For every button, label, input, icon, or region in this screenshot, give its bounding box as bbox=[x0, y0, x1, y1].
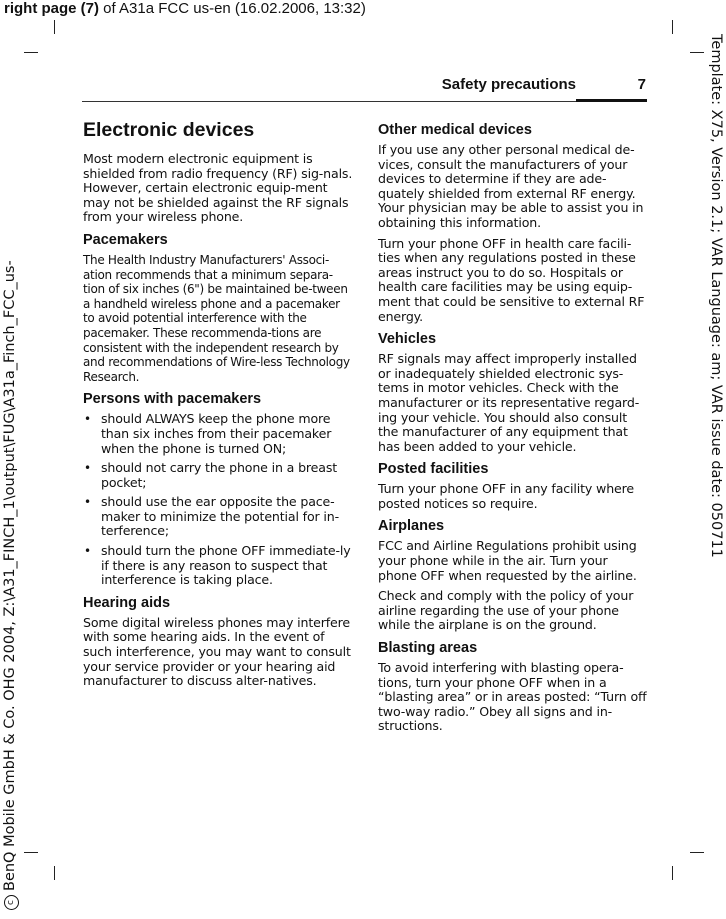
copyright-text: BenQ Mobile GmbH & Co. OHG 2004, Z:\A31_FINCH_1\output\FUG\A31a_Finch_FCC_us- bbox=[2, 260, 18, 891]
slug-file-info: of A31a FCC us-en (16.02.2006, 13:32) bbox=[99, 0, 366, 17]
posted-facilities-heading: Posted facilities bbox=[378, 461, 489, 478]
list-item-text: should not carry the phone in a breast pocket; bbox=[101, 460, 338, 490]
pacemakers-paragraph: The Health Industry Manufacturers' Associ-ation recommends that a minimum separa-tion of six inches (6") be maintained be-tween a handheld wireless phone and a pacemaker to avoid potential interference with the pacemaker. These recommenda-tions are consistent with the independent research by and recommendations of Wire-less Technology Research. bbox=[83, 252, 350, 384]
other-medical-paragraph-2: Turn your phone OFF in health care facili-ties when any regulations posted in these areas instruct you to do so. Hospitals or health care facilities may be using equip-ment that could be sensitive to external RF energy. bbox=[378, 235, 645, 324]
crop-mark bbox=[54, 20, 55, 34]
list-item-text: should use the ear opposite the pace-maker to minimize the potential for in-terference; bbox=[101, 494, 339, 539]
copyright-sidebar bbox=[2, 260, 19, 910]
crop-mark bbox=[54, 866, 55, 880]
list-item bbox=[83, 461, 353, 490]
blasting-areas-paragraph: To avoid interfering with blasting opera-tions, turn your phone OFF when in a “blasting area” or in areas posted: “Turn off two-way radio.” Obey all signs and in-structions. bbox=[378, 660, 647, 734]
left-column bbox=[83, 117, 353, 695]
bullet-icon: • bbox=[84, 461, 91, 476]
header-rule-accent bbox=[576, 99, 647, 102]
other-medical-paragraph-1: If you use any other personal medical de-vices, consult the manufacturers of your devices to determine if they are ade-quately shielded from external RF energy. Your physician may be able to assist you in obtaining this information. bbox=[378, 142, 644, 230]
blasting-areas-heading: Blasting areas bbox=[378, 640, 478, 657]
list-item-text: should ALWAYS keep the phone more than six inches from their pacemaker when the phone is turned ON; bbox=[101, 411, 332, 456]
list-item bbox=[83, 495, 353, 539]
print-slug bbox=[4, 0, 366, 17]
crop-mark bbox=[24, 852, 38, 853]
running-header-title: Safety precautions bbox=[441, 76, 576, 93]
crop-mark bbox=[24, 52, 38, 53]
header-rule bbox=[82, 101, 576, 102]
airplanes-paragraph-2: Check and comply with the policy of your airline regarding the use of your phone while the airplane is on the ground. bbox=[378, 588, 634, 633]
vehicles-paragraph: RF signals may affect improperly installed or inadequately shielded electronic sys-tems in motor vehicles. Check with the manufacturer or its representative regard-ing your vehicle. You should also consult the manufacturer of any equipment that has been added to your vehicle. bbox=[378, 351, 640, 454]
persons-with-pacemakers-heading: Persons with pacemakers bbox=[83, 391, 262, 408]
bullet-icon: • bbox=[84, 495, 91, 510]
pacemaker-bullet-list bbox=[83, 412, 353, 588]
bullet-icon: • bbox=[84, 544, 91, 559]
hearing-aids-heading: Hearing aids bbox=[83, 594, 171, 611]
list-item-text: should turn the phone OFF immediate-ly if there is any reason to suspect that interference is taking place. bbox=[101, 543, 351, 588]
pacemakers-heading: Pacemakers bbox=[83, 231, 168, 248]
airplanes-paragraph-1: FCC and Airline Regulations prohibit using your phone while in the air. Turn your phone OFF when requested by the airline. bbox=[378, 538, 637, 583]
airplanes-heading: Airplanes bbox=[378, 518, 445, 535]
bullet-icon: • bbox=[84, 412, 91, 427]
list-item bbox=[83, 412, 353, 456]
posted-facilities-paragraph: Turn your phone OFF in any facility where posted notices so require. bbox=[378, 481, 634, 511]
crop-mark bbox=[672, 866, 673, 880]
template-text: Template: X75, Version 2.1; VAR Language: am; VAR issue date: 050711 bbox=[708, 34, 724, 558]
slug-page-ref: right page (7) bbox=[4, 0, 100, 17]
crop-mark bbox=[690, 852, 704, 853]
page-number: 7 bbox=[637, 76, 646, 93]
vehicles-heading: Vehicles bbox=[378, 331, 437, 348]
crop-mark bbox=[672, 20, 673, 34]
template-sidebar bbox=[708, 34, 724, 558]
crop-mark bbox=[690, 52, 704, 53]
copyright-icon: c bbox=[4, 895, 19, 910]
intro-paragraph: Most modern electronic equipment is shielded from radio frequency (RF) sig-nals. However, certain electronic equip-ment may not be shielded against the RF signals from your wireless phone. bbox=[83, 151, 353, 225]
hearing-aids-paragraph: Some digital wireless phones may interfere with some hearing aids. In the event of such interference, you may want to consult your service provider or your hearing aid manufacturer to discuss alter-natives. bbox=[83, 614, 351, 689]
section-heading: Electronic devices bbox=[83, 119, 255, 141]
right-column bbox=[378, 121, 648, 740]
other-medical-devices-heading: Other medical devices bbox=[378, 122, 532, 138]
list-item bbox=[83, 544, 353, 588]
